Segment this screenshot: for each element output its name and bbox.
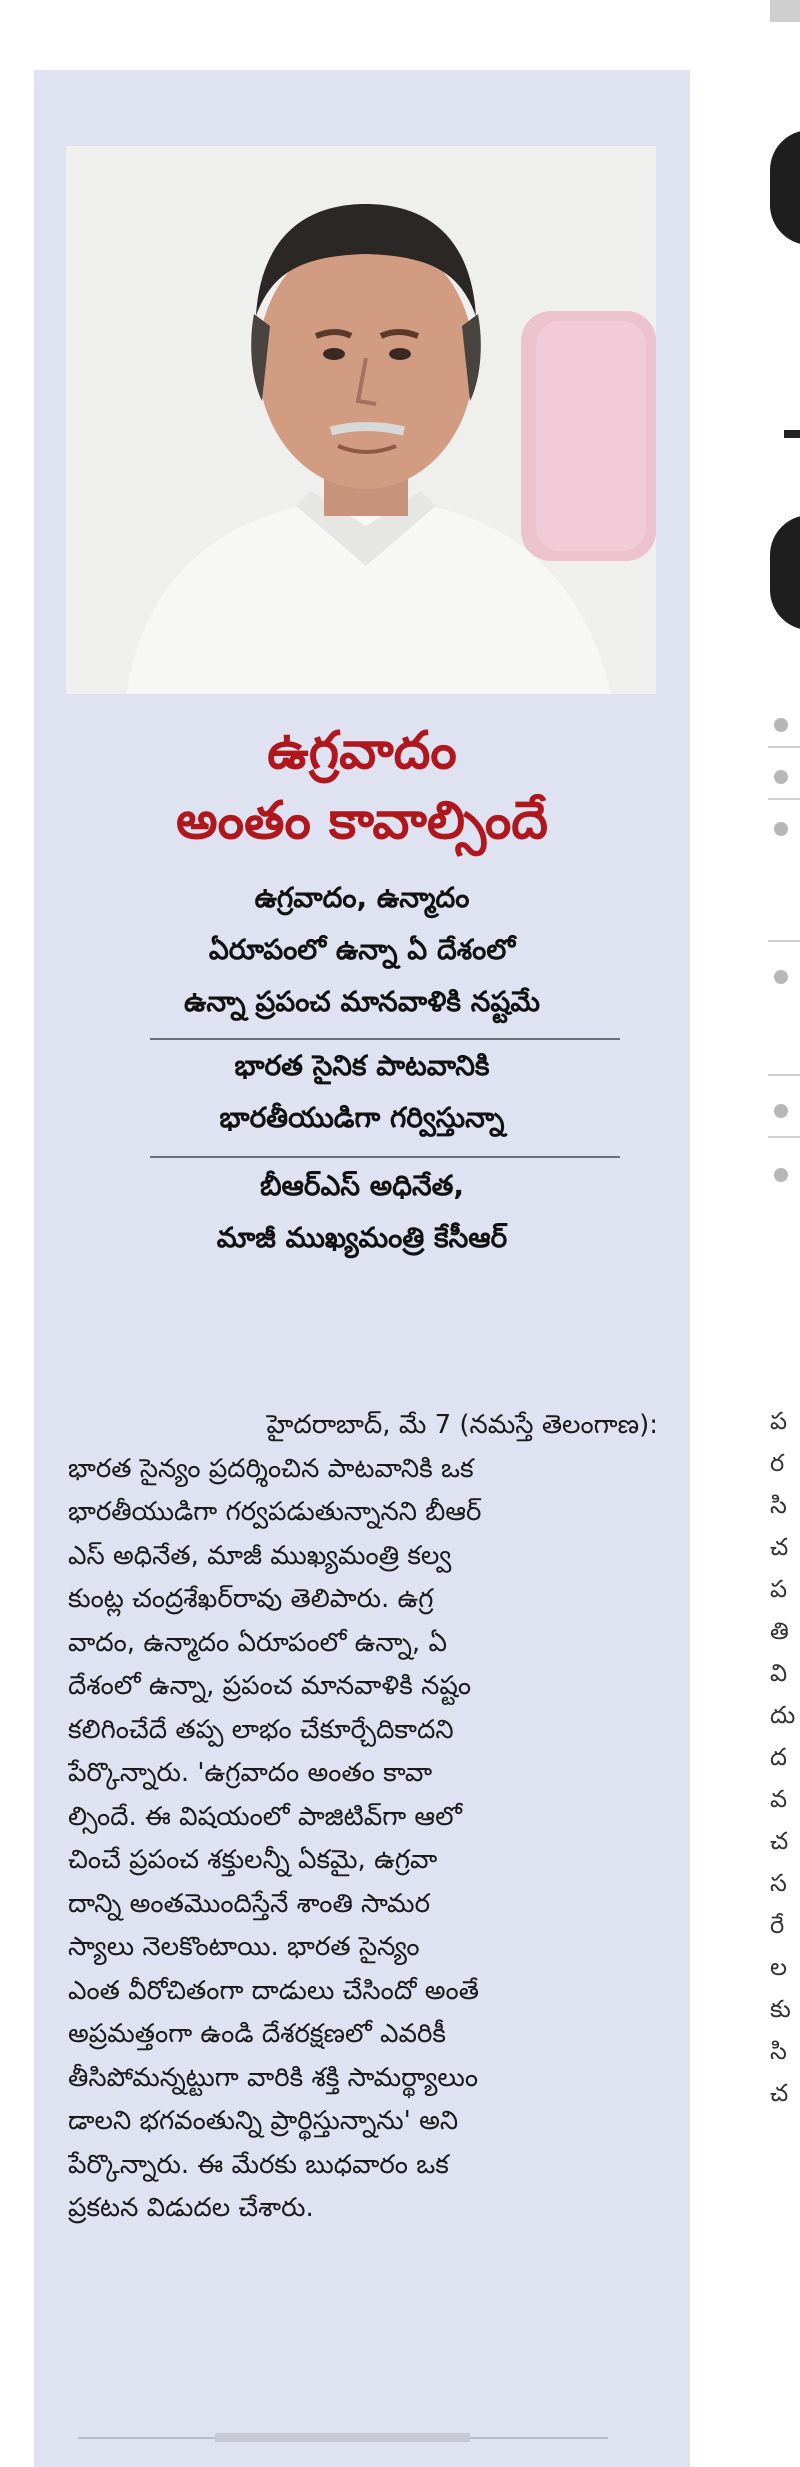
bullet-icon [774, 970, 788, 984]
body-line: ల్సిందే. ఈ విషయంలో పాజిటివ్‌గా ఆలో [68, 1801, 462, 1832]
body-line: చించే ప్రపంచ శక్తులన్నీ ఏకమై, ఉగ్రవా [68, 1845, 438, 1875]
edge-glyph: దు [770, 1701, 796, 1729]
edge-glyph: కు [770, 1995, 791, 2023]
cropped-body-text [770, 1400, 800, 2114]
body-line: భారతీయుడిగా గర్వపడుతున్నానని బీఆర్ [68, 1497, 482, 1527]
body-line: స్యాలు నెలకొంటాయి. భారత సైన్యం [68, 1932, 420, 1962]
edge-glyph: ద [770, 1743, 787, 1771]
edge-glyph: చ [770, 2079, 789, 2107]
portrait-photo [66, 146, 656, 694]
top-rule-fragment [770, 0, 800, 22]
edge-glyph: తి [770, 1617, 789, 1645]
edge-glyph: ర [770, 1449, 785, 1477]
cropped-headline-glyph [770, 515, 800, 630]
cropped-headline-glyph [770, 130, 800, 245]
body-line: తీసిపోమన్నట్టుగా వారికి శక్తి సామర్థ్యాలుం [68, 2062, 479, 2093]
bullet-divider [768, 940, 800, 942]
edge-glyph: ల [770, 1953, 788, 1981]
edge-glyph: వి [770, 1659, 788, 1687]
bullet-divider [768, 1136, 800, 1138]
body-line: వాదం, ఉన్మాదం ఏరూపంలో ఉన్నా, ఏ [68, 1627, 447, 1658]
bullet-icon [774, 1104, 788, 1118]
body-line: కుంట్ల చంద్రశేఖర్‌రావు తెలిపారు. ఉగ్ర [68, 1584, 434, 1614]
subhead-5: భారతీయుడిగా గర్విస్తున్నా [219, 1101, 505, 1134]
bullet-icon [774, 1168, 788, 1182]
edge-glyph: సి [770, 2037, 787, 2065]
cropped-headline-dash [784, 430, 800, 438]
edge-glyph: వ [770, 1785, 788, 1813]
article-end-bar [215, 2433, 470, 2442]
subhead-2: ఏరూపంలో ఉన్నా ఏ దేశంలో [208, 933, 516, 966]
body-line: దాన్ని అంతమొందిస్తేనే శాంతి సామర [68, 1888, 430, 1919]
body-line: పేర్కొన్నారు. 'ఉగ్రవాదం అంతం కావా [68, 1758, 433, 1788]
subhead-divider [150, 1038, 620, 1040]
body-line: భారత సైన్యం ప్రదర్శించిన పాటవానికి ఒక [68, 1453, 474, 1484]
edge-glyph: చ [770, 1533, 789, 1561]
bullet-icon [774, 822, 788, 836]
portrait-illustration [66, 146, 656, 694]
subhead-4: భారత సైనిక పాటవానికి [234, 1049, 490, 1082]
bullet-icon [774, 770, 788, 784]
edge-glyph: ప [770, 1575, 788, 1603]
body-line: దేశంలో ఉన్నా, ప్రపంచ మానవాళికి నష్టం [68, 1671, 472, 1701]
subhead-3: ఉన్నా ప్రపంచ మానవాళికి నష్టమే [183, 985, 541, 1018]
edge-glyph: సి [770, 1491, 787, 1519]
edge-glyph: రే [770, 1911, 785, 1939]
bullet-icon [774, 718, 788, 732]
subhead-7: మాజీ ముఖ్యమంత్రి కేసీఆర్ [216, 1221, 508, 1254]
subhead-divider [150, 1156, 620, 1158]
subhead-6: బీఆర్‌ఎస్ అధినేత, [259, 1169, 465, 1202]
headline-line-2: అంతం కావాల్సిందే [176, 791, 548, 851]
body-line: హైదరాబాద్, మే 7 (నమస్తే తెలంగాణ): [266, 1410, 658, 1440]
bullet-divider [768, 798, 800, 800]
body-line: ఎంత వీరోచితంగా దాడులు చేసిందో అంతే [68, 1975, 479, 2006]
body-line: ఎస్ అధినేత, మాజీ ముఖ్యమంత్రి కల్వ [68, 1540, 452, 1571]
edge-glyph: ప [770, 1407, 788, 1435]
edge-glyph: చ [770, 1827, 789, 1855]
body-line: కలిగించేదే తప్ప లాభం చేకూర్చేదికాదని [68, 1714, 454, 1745]
body-line: అప్రమత్తంగా ఉండి దేశరక్షణలో ఎవరికీ [68, 2019, 446, 2049]
body-line: డాలని భగవంతున్ని ప్రార్థిస్తున్నాను' అని [68, 2106, 459, 2136]
body-line: పేర్కొన్నారు. ఈ మేరకు బుధవారం ఒక [68, 2149, 449, 2180]
bullet-divider [768, 1074, 800, 1076]
article-body [68, 1404, 658, 2231]
body-line: ప్రకటన విడుదల చేశారు. [68, 2193, 314, 2223]
edge-glyph: స [770, 1869, 787, 1897]
subhead-1: ఉగ్రవాదం, ఉన్మాదం [254, 881, 470, 914]
bullet-divider [768, 746, 800, 748]
headline-line-1: ఉగ్రవాదం [267, 721, 457, 781]
